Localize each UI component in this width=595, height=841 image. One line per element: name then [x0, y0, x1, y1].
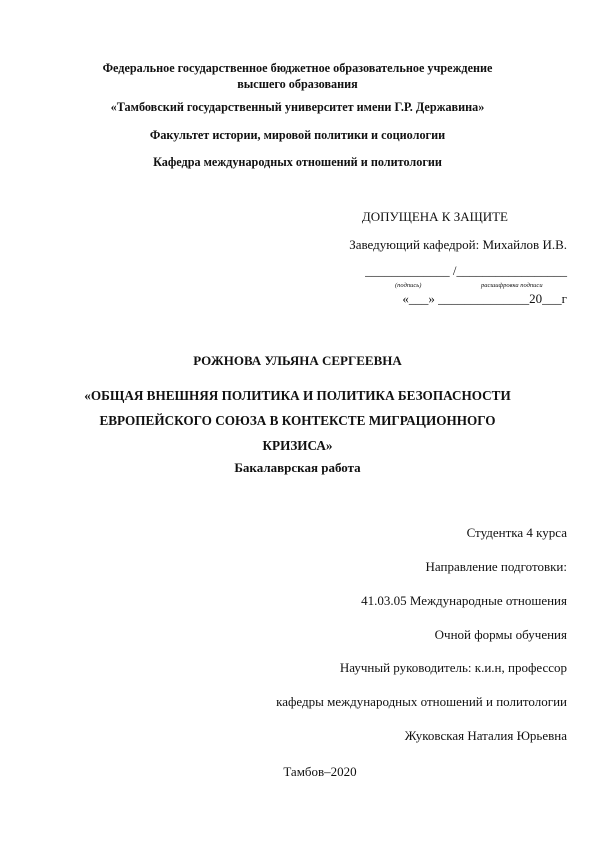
signature-caption: (подпись) [395, 282, 422, 289]
approval-date-line: «___» ______________20___г [402, 291, 567, 306]
direction-label: Направление подготовки: [425, 559, 567, 574]
supervisor-title: Научный руководитель: к.и.н, профессор [339, 660, 567, 675]
study-form: Очной формы обучения [434, 627, 567, 642]
signature-line: _____________ /_________________ [365, 263, 567, 278]
student-course: Студентка 4 курса [466, 525, 567, 540]
university-name: «Тамбовский государственный университет имени Г.Р. Державина» [110, 100, 485, 114]
supervisor-department: кафедры международных отношений и политологии [276, 694, 567, 709]
city-year: Тамбов–2020 [283, 764, 357, 779]
faculty-name: Факультет истории, мировой политики и социологии [149, 128, 446, 142]
supervisor-name: Жуковская Наталия Юрьевна [404, 728, 567, 743]
direction-value: 41.03.05 Международные отношения [361, 593, 567, 608]
department-name: Кафедра международных отношений и политологии [153, 155, 442, 169]
institution-line-2: высшего образования [237, 77, 358, 91]
thesis-title-line-3: КРИЗИСА» [262, 438, 333, 453]
thesis-title-line-2: ЕВРОПЕЙСКОГО СОЮЗА В КОНТЕКСТЕ МИГРАЦИОННОГО [99, 413, 496, 428]
approval-title: ДОПУЩЕНА К ЗАЩИТЕ [361, 209, 508, 224]
author-name: РОЖНОВА УЛЬЯНА СЕРГЕЕВНА [193, 353, 402, 368]
decode-caption: расшифровка подписи [481, 282, 543, 289]
thesis-type: Бакалаврская работа [234, 460, 361, 475]
thesis-title-line-1: «ОБЩАЯ ВНЕШНЯЯ ПОЛИТИКА И ПОЛИТИКА БЕЗОПАСНОСТИ [84, 388, 511, 403]
head-of-department: Заведующий кафедрой: Михайлов И.В. [349, 237, 567, 252]
institution-line-1: Федеральное государственное бюджетное образовательное учреждение [102, 61, 493, 75]
